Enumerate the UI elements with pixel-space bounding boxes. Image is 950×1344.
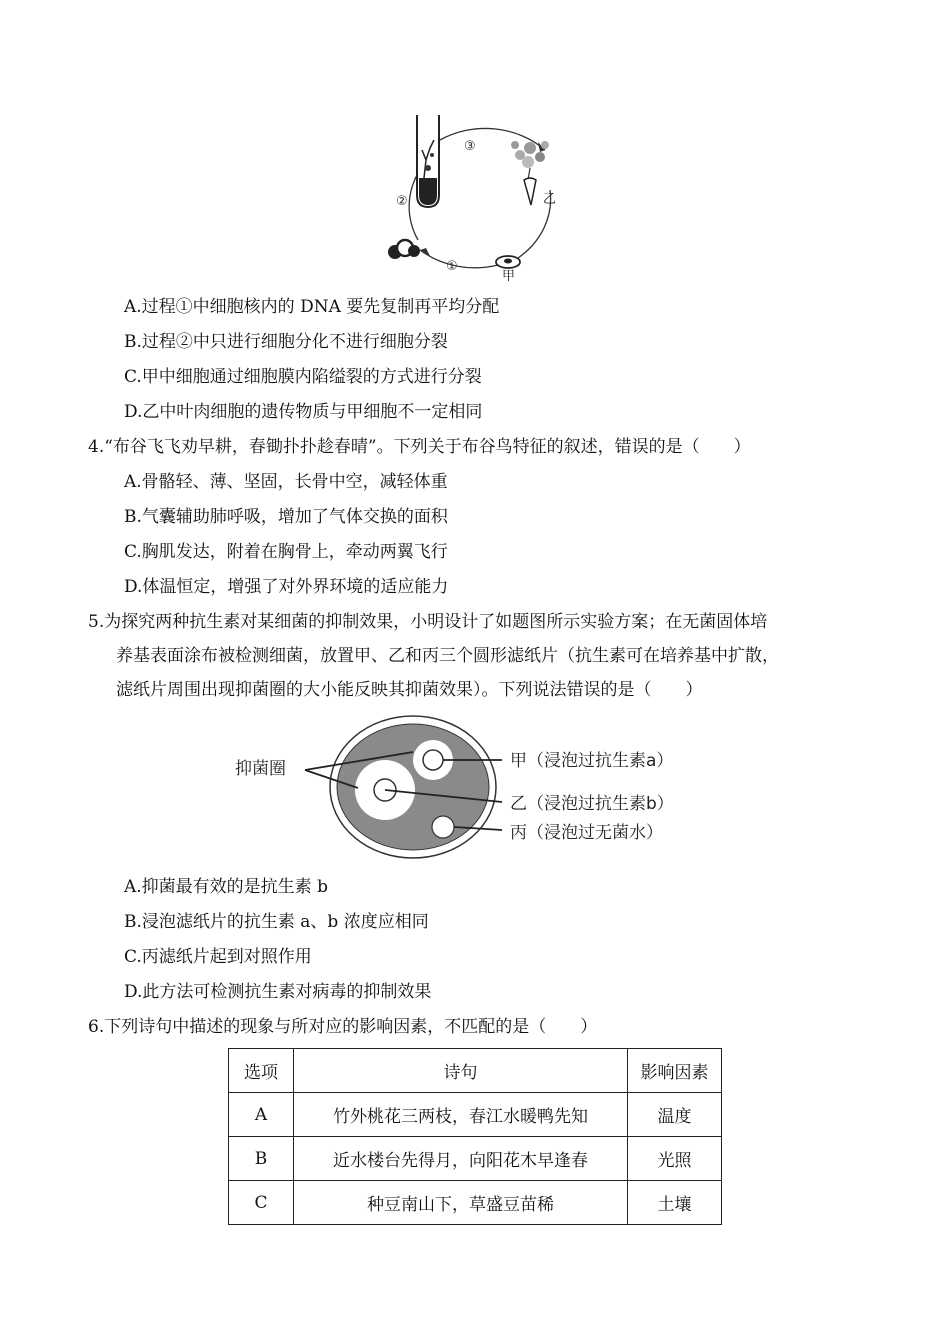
cell-poem: 近水楼台先得月，向阳花木早逢春 (294, 1137, 628, 1181)
cell-poem: 竹外桃花三两枝，春江水暖鸭先知 (294, 1093, 628, 1137)
test-tube-icon (417, 115, 439, 207)
callus-cells-icon (388, 240, 420, 259)
q3-option-d: D.乙中叶肉细胞的遗传物质与甲细胞不一定相同 (124, 402, 483, 422)
cell-factor: 温度 (628, 1093, 722, 1137)
q5-stem-line-2: 养基表面涂布被检测细菌，放置甲、乙和丙三个圆形滤纸片（抗生素可在培养基中扩散， (116, 646, 779, 666)
process-label-2: ② (396, 194, 408, 209)
q5-option-c: C.丙滤纸片起到对照作用 (124, 947, 312, 967)
q4-option-d: D.体温恒定，增强了对外界环境的适应能力 (124, 577, 449, 597)
q5-option-a: A.抑菌最有效的是抗生素 b (124, 877, 328, 897)
label-jia-antibiotic-a: 甲（浸泡过抗生素a） (510, 751, 674, 771)
header-factor: 影响因素 (628, 1049, 722, 1093)
cell-factor: 土壤 (628, 1181, 722, 1225)
q4-option-b: B.气囊辅助肺呼吸，增加了气体交换的面积 (124, 507, 448, 527)
table-row (229, 1093, 722, 1137)
filter-paper-jia (423, 750, 443, 770)
inhibition-zone-label: 抑菌圈 (235, 759, 286, 779)
cell-option: C (229, 1181, 294, 1225)
tissue-culture-cycle-figure (380, 110, 590, 285)
q3-option-a: A.过程①中细胞核内的 DNA 要先复制再平均分配 (124, 297, 500, 317)
header-option: 选项 (229, 1049, 294, 1093)
label-bing-sterile-water: 丙（浸泡过无菌水） (510, 823, 663, 843)
q3-option-b: B.过程②中只进行细胞分化不进行细胞分裂 (124, 332, 448, 352)
process-label-3: ③ (464, 139, 476, 154)
q5-stem-line-3: 滤纸片周围出现抑菌圈的大小能反映其抑菌效果）。下列说法错误的是（ ） (116, 680, 703, 700)
cell-poem: 种豆南山下，草盛豆苗稀 (294, 1181, 628, 1225)
cell-factor: 光照 (628, 1137, 722, 1181)
filter-paper-bing (432, 816, 454, 838)
table-row (229, 1137, 722, 1181)
q4-option-c: C.胸肌发达，附着在胸骨上，牵动两翼飞行 (124, 542, 448, 562)
q4-option-a: A.骨骼轻、薄、坚固，长骨中空，减轻体重 (124, 472, 448, 492)
label-yi: 乙 (543, 192, 557, 207)
petri-dish-icon (496, 256, 520, 268)
cell-option: A (229, 1093, 294, 1137)
q4-stem: 4.“布谷飞飞劝早耕，春锄扑扑趁春晴”。下列关于布谷鸟特征的叙述，错误的是（ ） (88, 437, 751, 457)
table-header-row (229, 1049, 722, 1093)
q5-stem-line-1: 5.为探究两种抗生素对某细菌的抑制效果，小明设计了如题图所示实验方案；在无菌固体培 (88, 612, 768, 632)
header-poem: 诗句 (294, 1049, 628, 1093)
cycle-arc-bottom (420, 250, 498, 268)
label-yi-antibiotic-b: 乙（浸泡过抗生素b） (510, 794, 674, 814)
process-label-1: ① (446, 259, 458, 274)
q6-stem: 6.下列诗句中描述的现象与所对应的影响因素，不匹配的是（ ） (88, 1017, 598, 1037)
table-row (229, 1181, 722, 1225)
q6-table (228, 1048, 722, 1225)
antibiotic-petri-figure (230, 710, 720, 870)
q3-option-c: C.甲中细胞通过细胞膜内陷缢裂的方式进行分裂 (124, 367, 482, 387)
cell-option: B (229, 1137, 294, 1181)
q5-option-b: B.浸泡滤纸片的抗生素 a、b 浓度应相同 (124, 912, 429, 932)
label-jia: 甲 (502, 269, 516, 284)
q5-option-d: D.此方法可检测抗生素对病毒的抑制效果 (124, 982, 432, 1002)
